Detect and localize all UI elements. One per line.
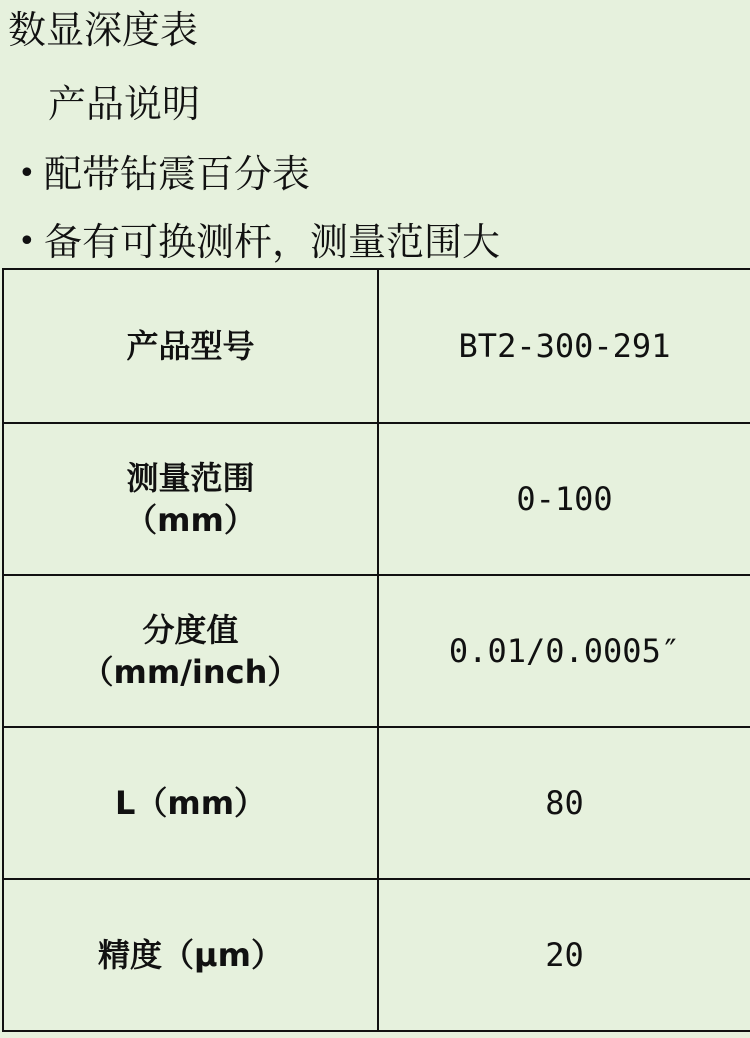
bullet-text: 备有可换测杆，测量范围大	[44, 220, 501, 264]
product-header	[0, 0, 750, 268]
spec-label-line: 产品型号	[126, 327, 255, 365]
spec-value: 80	[378, 727, 750, 879]
spec-value: 0-100	[378, 423, 750, 575]
spec-label-line: 精度（μm）	[98, 936, 283, 974]
section-subtitle: 产品说明	[48, 82, 201, 126]
spec-label-line: 分度值	[142, 611, 239, 649]
table-row	[3, 727, 750, 879]
spec-value: BT2-300-291	[378, 269, 750, 423]
spec-value: 20	[378, 879, 750, 1031]
table-row	[3, 423, 750, 575]
spec-label-line: 测量范围	[126, 459, 255, 497]
bullet-text: 配带钻震百分表	[44, 152, 311, 196]
spec-label-line: L（mm）	[114, 784, 267, 822]
page-title: 数显深度表	[8, 8, 199, 52]
spec-label	[3, 423, 378, 575]
spec-label	[3, 575, 378, 727]
spec-label	[3, 879, 378, 1031]
bullet-item	[18, 218, 500, 266]
spec-value: 0.01/0.0005″	[378, 575, 750, 727]
spec-label	[3, 727, 378, 879]
spec-label-line: （mm/inch）	[81, 653, 300, 691]
bullet-dot-icon: •	[18, 224, 36, 259]
bullet-dot-icon: •	[18, 156, 36, 191]
table-row	[3, 269, 750, 423]
spec-label	[3, 269, 378, 423]
table-row	[3, 879, 750, 1031]
spec-table	[2, 268, 750, 1032]
table-row	[3, 575, 750, 727]
spec-label-line: （mm）	[125, 501, 256, 539]
bullet-item	[18, 150, 310, 198]
